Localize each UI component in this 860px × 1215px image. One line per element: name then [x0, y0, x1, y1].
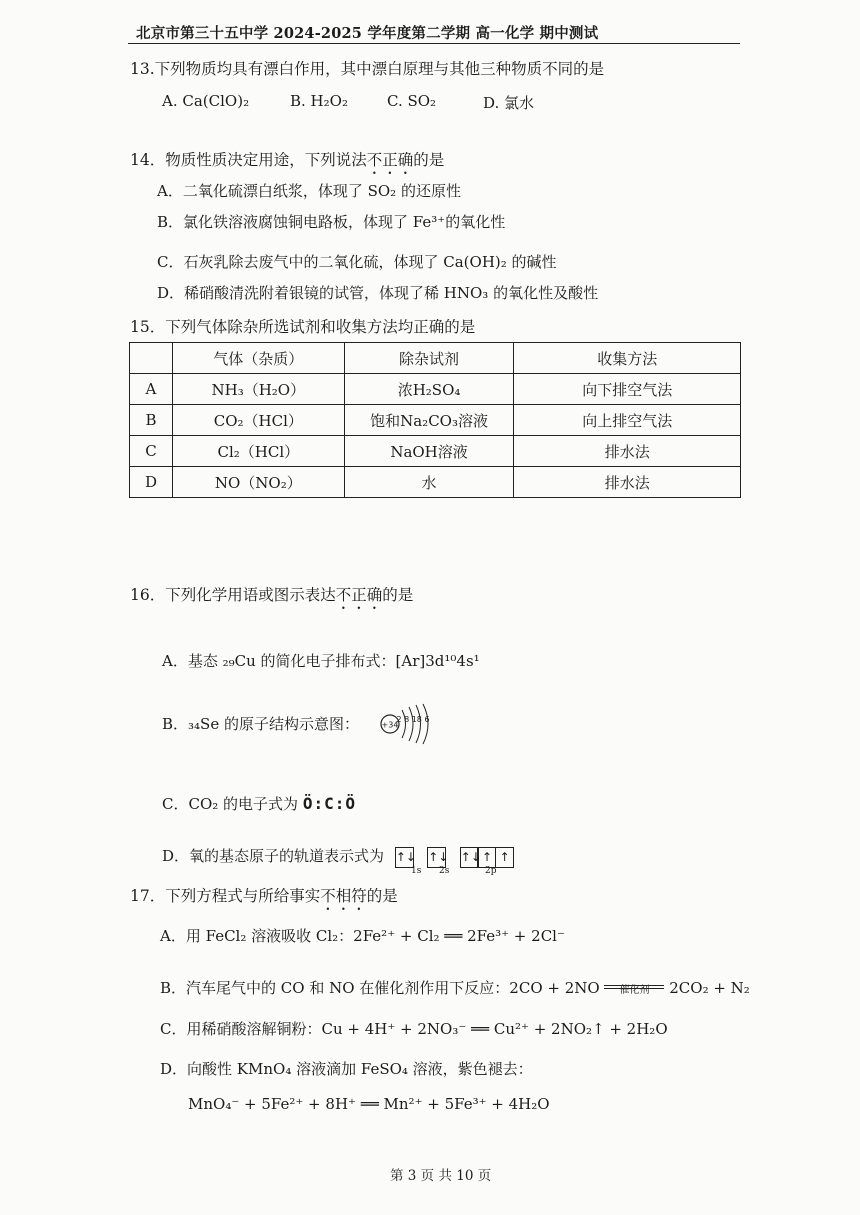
table-header-cell: 除杂试剂	[344, 343, 514, 374]
q16-stem	[130, 583, 413, 613]
q14-option-c: C．石灰乳除去废气中的二氧化硫，体现了 Ca(OH)₂ 的碱性	[157, 253, 557, 271]
q13-option-c: C. SO₂	[387, 92, 437, 110]
equals-sign	[604, 985, 664, 989]
orbital-2s-box: ↑↓	[427, 847, 446, 868]
table-cell: CO₂（HCl）	[172, 405, 344, 436]
q14-option-d: D．稀硝酸清洗附着银镜的试管，体现了稀 HNO₃ 的氧化性及酸性	[157, 284, 599, 302]
q13-option-a: A. Ca(ClO)₂	[162, 92, 250, 110]
q16-option-d	[162, 845, 513, 868]
electron-shell-arc	[423, 704, 428, 744]
q13-stem: 13.下列物质均具有漂白作用，其中漂白原理与其他三种物质不同的是	[130, 60, 605, 78]
table-cell: 向上排空气法	[514, 405, 741, 436]
q17-stem-pre: 17．下列方程式与所给事实	[130, 887, 321, 905]
nucleus-charge: +34	[381, 720, 399, 730]
table-header-row	[130, 343, 741, 374]
orbital-2s-group	[427, 847, 449, 868]
se-atomic-structure-diagram	[378, 702, 440, 746]
table-header-cell: 收集方法	[514, 343, 741, 374]
orbital-2p-box: ↑↓	[460, 847, 479, 868]
q15-stem: 15．下列气体除杂所选试剂和收集方法均正确的是	[130, 318, 476, 336]
q14-option-a: A．二氧化硫漂白纸浆，体现了 SO₂ 的还原性	[157, 182, 461, 200]
q16-option-c-label: C．CO₂ 的电子式为	[162, 795, 299, 813]
table-cell: 排水法	[514, 467, 741, 498]
electron-shell-arc	[409, 707, 413, 741]
table-row	[130, 467, 741, 498]
q17-stem	[130, 884, 398, 914]
q16-option-b: B．₃₄Se 的原子结构示意图：	[162, 715, 359, 733]
table-cell: C	[130, 436, 173, 467]
table-row	[130, 436, 741, 467]
orbital-label-2s: 2s	[439, 866, 450, 876]
co2-electron-formula: Ö:C:Ö	[302, 794, 356, 813]
table-cell: A	[130, 374, 173, 405]
q17-option-b-pre: B．汽车尾气中的 CO 和 NO 在催化剂作用下反应：2CO + 2NO	[160, 979, 600, 997]
q17-option-c: C．用稀硝酸溶解铜粉：Cu + 4H⁺ + 2NO₃⁻ ══ Cu²⁺ + 2NO₂↑ + 2H₂O	[160, 1020, 668, 1038]
page-number: 第 3 页 共 10 页	[390, 1168, 492, 1184]
table-cell: NaOH溶液	[344, 436, 514, 467]
table-cell: Cl₂（HCl）	[172, 436, 344, 467]
q14-stem-post: 的是	[413, 151, 445, 169]
table-cell: 排水法	[514, 436, 741, 467]
q14-stem-emphasis: 不正确	[366, 151, 414, 169]
electron-shell-arc	[416, 705, 421, 743]
table-row	[130, 405, 741, 436]
table-cell: B	[130, 405, 173, 436]
q16-option-a: A．基态 ₂₉Cu 的简化电子排布式：[Ar]3d¹⁰4s¹	[162, 652, 480, 670]
q14-stem-pre: 14．物质性质决定用途，下列说法	[130, 151, 367, 169]
q15-table	[129, 342, 741, 498]
q16-option-c	[162, 793, 356, 814]
orbital-2p-group	[460, 847, 513, 868]
q14-stem	[130, 148, 444, 178]
table-row	[130, 374, 741, 405]
table-cell: 向下排空气法	[514, 374, 741, 405]
table-cell: NO（NO₂）	[172, 467, 344, 498]
q14-option-b: B．氯化铁溶液腐蚀铜电路板，体现了 Fe³⁺的氧化性	[157, 213, 506, 231]
orbital-1s-box: ↑↓	[395, 847, 414, 868]
q13-option-b: B. H₂O₂	[290, 92, 348, 110]
table-header-cell: 气体（杂质）	[172, 343, 344, 374]
q17-option-b-post: 2CO₂ + N₂	[669, 979, 750, 997]
q16-option-d-label: D．氧的基态原子的轨道表示式为	[162, 847, 385, 865]
electron-shell-counts: 2 8 18 6	[396, 715, 430, 724]
orbital-diagram	[395, 847, 416, 868]
header-rule	[128, 43, 740, 44]
q17-stem-emphasis: 不相符	[320, 887, 367, 905]
orbital-2p-box: ↑	[495, 847, 514, 868]
q17-option-a: A．用 FeCl₂ 溶液吸收 Cl₂：2Fe²⁺ + Cl₂ ══ 2Fe³⁺ + 2Cl⁻	[160, 927, 565, 945]
table-cell: 浓H₂SO₄	[344, 374, 514, 405]
table-cell: 饱和Na₂CO₃溶液	[344, 405, 514, 436]
orbital-2p-box: ↑	[477, 847, 496, 868]
q17-option-b	[160, 977, 750, 998]
q17-option-d: D．向酸性 KMnO₄ 溶液滴加 FeSO₄ 溶液，紫色褪去：	[160, 1060, 533, 1078]
table-cell: NH₃（H₂O）	[172, 374, 344, 405]
orbital-label-1s: 1s	[411, 866, 422, 876]
q16-stem-pre: 16．下列化学用语或图示表达	[130, 586, 336, 604]
q17-stem-post: 的是	[366, 887, 398, 905]
orbital-label-2p: 2p	[485, 866, 497, 876]
table-cell: D	[130, 467, 173, 498]
exam-header-title: 北京市第三十五中学 2024-2025 学年度第二学期 高一化学 期中测试	[136, 25, 599, 42]
catalyst-label: 催化剂	[619, 985, 650, 996]
table-cell: 水	[344, 467, 514, 498]
table-header-cell	[130, 343, 173, 374]
q17-option-d-equation: MnO₄⁻ + 5Fe²⁺ + 8H⁺ ══ Mn²⁺ + 5Fe³⁺ + 4H₂O	[188, 1095, 550, 1113]
q16-stem-post: 的是	[382, 586, 414, 604]
q16-stem-emphasis: 不正确	[335, 586, 383, 604]
q13-option-d: D. 氯水	[483, 94, 535, 112]
